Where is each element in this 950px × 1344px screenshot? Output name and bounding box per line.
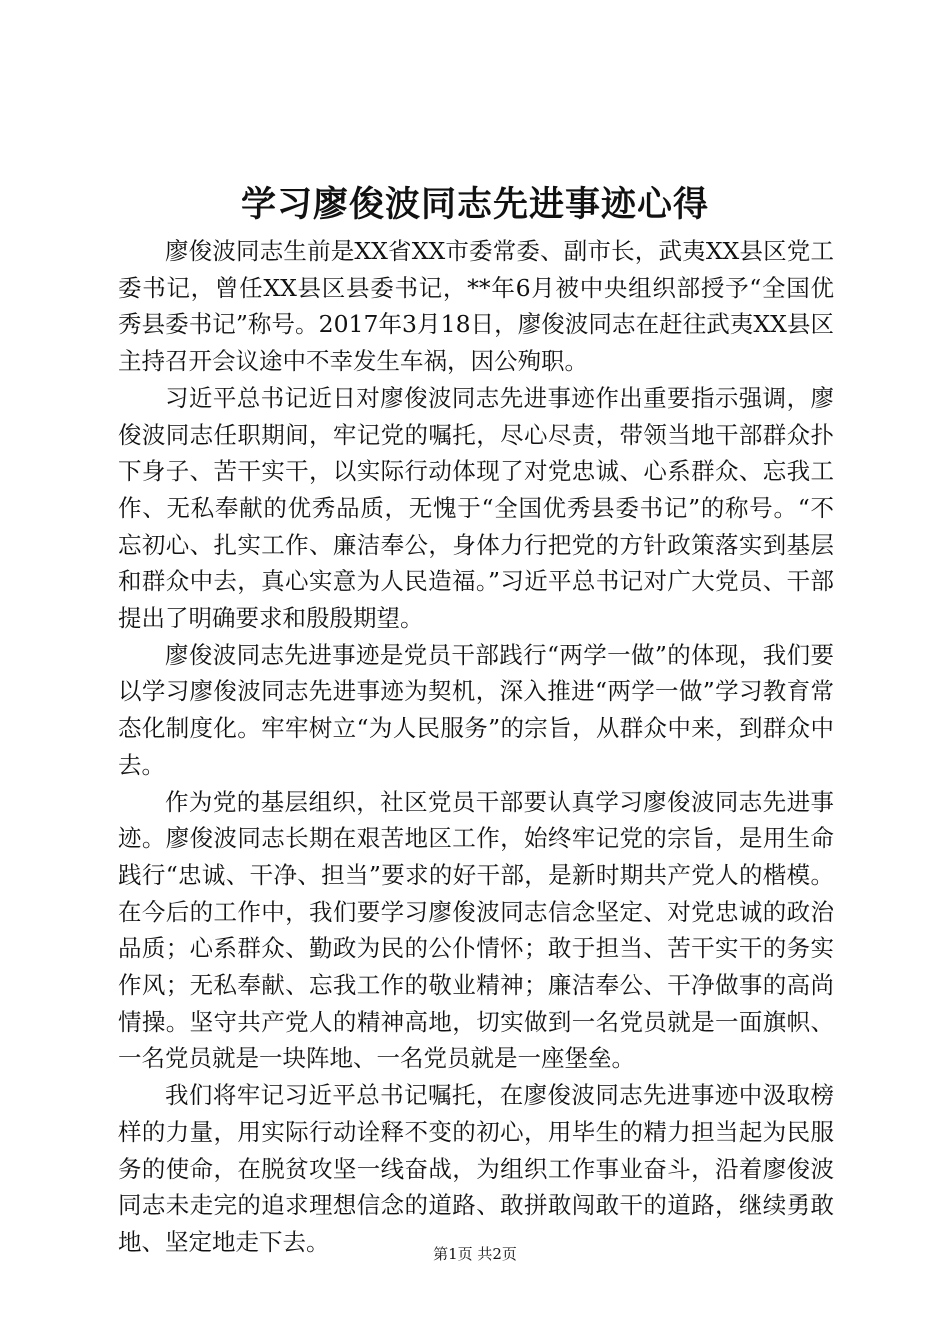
paragraph-4: 作为党的基层组织，社区党员干部要认真学习廖俊波同志先进事迹。廖俊波同志长期在艰苦地区工作，始终牢记党的宗旨，是用生命践行“忠诚、干净、担当”要求的好干部，是新时期共产党人的楷模。在今后的工作中，我们要学习廖俊波同志信念坚定、对党忠诚的政治品质；心系群众、勤政为民的公仆情怀；敢于担当、苦干实干的务实作风；无私奉献、忘我工作的敬业精神；廉洁奉公、干净做事的高尚情操。坚守共产党人的精神高地，切实做到一名党员就是一面旗帜、一名党员就是一块阵地、一名党员就是一座堡垒。 <box>118 787 834 1073</box>
paragraph-2: 习近平总书记近日对廖俊波同志先进事迹作出重要指示强调，廖俊波同志任职期间，牢记党的嘱托，尽心尽责，带领当地干部群众扑下身子、苦干实干，以实际行动体现了对党忠诚、心系群众、忘我工作、无私奉献的优秀品质，无愧于“全国优秀县委书记”的称号。“不忘初心、扎实工作、廉洁奉公，身体力行把党的方针政策落实到基层和群众中去，真心实意为人民造福。”习近平总书记对广大党员、干部提出了明确要求和殷殷期望。 <box>118 383 834 633</box>
paragraph-5: 我们将牢记习近平总书记嘱托，在廖俊波同志先进事迹中汲取榜样的力量，用实际行动诠释不变的初心，用毕生的精力担当起为民服务的使命，在脱贫攻坚一线奋战，为组织工作事业奋斗，沿着廖俊波同志未走完的追求理想信念的道路、敢拼敢闯敢干的道路，继续勇敢地、坚定地走下去。 <box>118 1081 834 1256</box>
paragraph-3: 廖俊波同志先进事迹是党员干部践行“两学一做”的体现，我们要以学习廖俊波同志先进事迹为契机，深入推进“两学一做”学习教育常态化制度化。牢牢树立“为人民服务”的宗旨，从群众中来，到群众中去。 <box>118 640 834 779</box>
page-number-footer: 第1页 共2页 <box>433 1245 517 1263</box>
paragraph-1: 廖俊波同志生前是XX省XX市委常委、副市长，武夷XX县区党工委书记，曾任XX县区县委书记，**年6月被中央组织部授予“全国优秀县委书记”称号。2017年3月18日，廖俊波同志在赶往武夷XX县区主持召开会议途中不幸发生车祸，因公殉职。 <box>118 237 834 376</box>
document-body <box>118 233 834 1261</box>
document-title: 学习廖俊波同志先进事迹心得 <box>240 184 709 225</box>
